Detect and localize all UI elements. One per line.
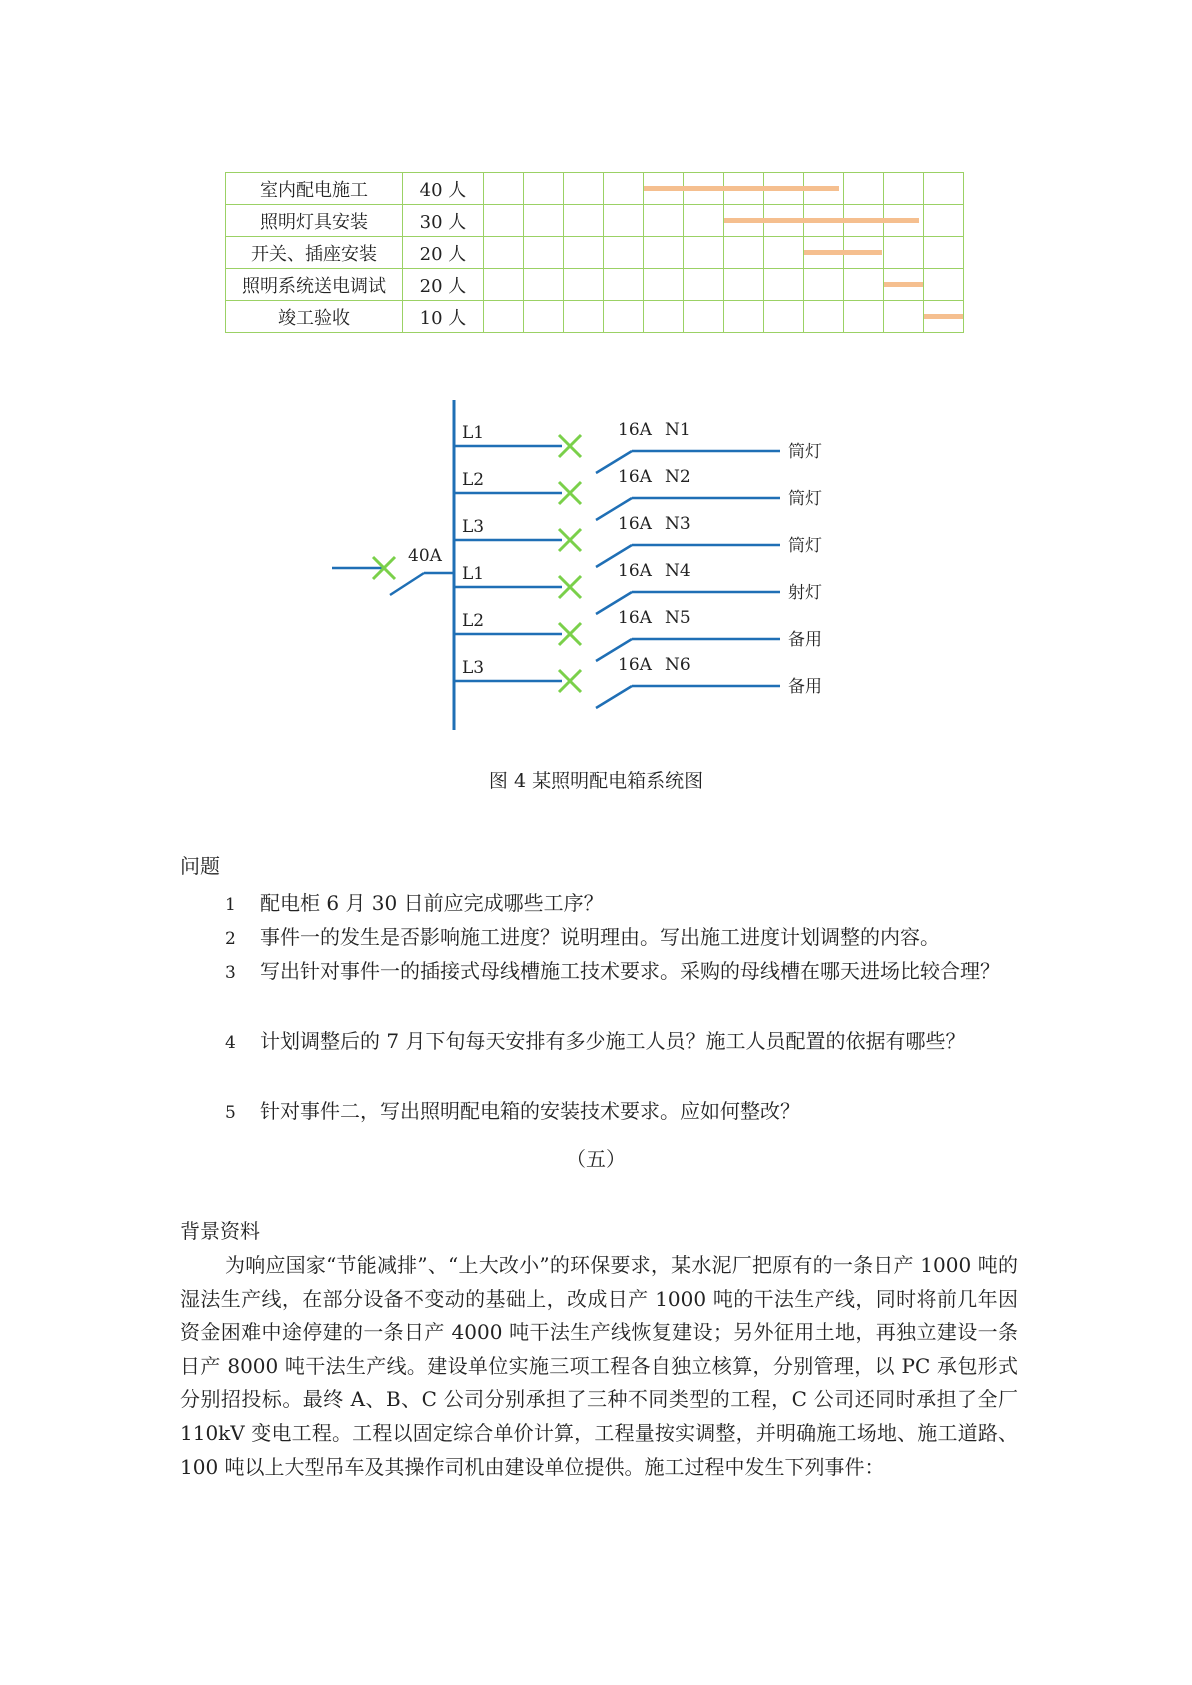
question-number: 3 [225,963,236,983]
day-cell [924,205,964,237]
phase-label: L1 [462,564,485,584]
day-cell [804,237,844,269]
load-label: 筒灯 [788,489,822,509]
circuit-label: N3 [665,514,691,534]
question-text: 写出针对事件一的插接式母线槽施工技术要求。采购的母线槽在哪天进场比较合理？ [260,959,1000,983]
day-cell [524,237,564,269]
day-cell [484,237,524,269]
people-count-cell: 10 人 [403,301,484,333]
load-label: 备用 [788,630,822,650]
people-count-cell: 30 人 [403,205,484,237]
day-cell [524,301,564,333]
branch-breaker-label: 16A [618,420,652,440]
day-cell [724,269,764,301]
branch-breaker-icon [559,576,581,598]
day-cell [764,173,804,205]
branch-breaker-label: 16A [618,655,652,675]
task-name-cell: 室内配电施工 [226,173,403,205]
day-cell [564,237,604,269]
day-cell [724,237,764,269]
day-cell [804,205,844,237]
load-label: 筒灯 [788,442,822,462]
day-cell [564,205,604,237]
question-number: 2 [225,929,236,949]
day-cell [644,269,684,301]
day-cell [684,269,724,301]
day-cell [844,237,884,269]
day-cell [604,173,644,205]
day-cell [844,301,884,333]
schedule-row [226,237,964,269]
task-name-cell: 照明系统送电调试 [226,269,403,301]
schedule-row [226,205,964,237]
day-cell [604,269,644,301]
day-cell [804,301,844,333]
task-name-cell: 开关、插座安装 [226,237,403,269]
day-cell [604,301,644,333]
branch-breaker-label: 16A [618,608,652,628]
section-title: （五） [566,1147,626,1171]
day-cell [924,173,964,205]
gantt-bar [884,282,923,287]
question-number: 5 [225,1103,236,1123]
main-switch-blade [390,573,424,595]
branch-breaker-label: 16A [618,467,652,487]
phase-label: L3 [462,658,485,678]
task-name-cell: 照明灯具安装 [226,205,403,237]
question-text: 事件一的发生是否影响施工进度？说明理由。写出施工进度计划调整的内容。 [260,925,940,949]
day-cell [844,205,884,237]
day-cell [804,269,844,301]
circuit-label: N5 [665,608,691,628]
task-name-cell: 竣工验收 [226,301,403,333]
day-cell [524,173,564,205]
branch-breaker-label: 16A [618,514,652,534]
day-cell [644,205,684,237]
day-cell [484,269,524,301]
day-cell [844,269,884,301]
day-cell [764,301,804,333]
phase-label: L1 [462,423,485,443]
circuit-label: N1 [665,420,691,440]
day-cell [564,269,604,301]
gantt-bar [924,314,963,319]
schedule-row [226,301,964,333]
load-label: 筒灯 [788,536,822,556]
day-cell [524,269,564,301]
day-cell [644,173,684,205]
branch-switch-blade [596,686,632,708]
people-count-cell: 20 人 [403,269,484,301]
load-label: 备用 [788,677,822,697]
day-cell [804,173,844,205]
day-cell [644,237,684,269]
questions-heading: 问题 [180,854,220,878]
circuit-label: N2 [665,467,691,487]
load-label: 射灯 [788,583,822,603]
branch-breaker-icon [559,670,581,692]
day-cell [884,301,924,333]
day-cell [924,237,964,269]
day-cell [684,205,724,237]
day-cell [924,301,964,333]
schedule-row [226,269,964,301]
day-cell [684,173,724,205]
day-cell [564,173,604,205]
schedule-gantt-table [225,172,964,333]
day-cell [764,269,804,301]
question-text: 配电柜 6 月 30 日前应完成哪些工序？ [260,891,604,915]
day-cell [484,301,524,333]
day-cell [924,269,964,301]
day-cell [684,237,724,269]
people-count-cell: 40 人 [403,173,484,205]
phase-label: L3 [462,517,485,537]
day-cell [724,205,764,237]
day-cell [604,205,644,237]
question-text: 计划调整后的 7 月下旬每天安排有多少施工人员？施工人员配置的依据有哪些？ [260,1029,966,1053]
circuit-label: N6 [665,655,691,675]
day-cell [884,269,924,301]
day-cell [724,301,764,333]
question-text: 针对事件二，写出照明配电箱的安装技术要求。应如何整改？ [260,1099,800,1123]
phase-label: L2 [462,470,485,490]
day-cell [764,205,804,237]
background-paragraph: 为响应国家“节能减排”、“上大改小”的环保要求，某水泥厂把原有的一条日产 1000 吨的湿法生产线，在部分设备不变动的基础上，改成日产 1000 吨的干法生产线，同时将前几年因资金困难中途停建的一条日产 4000 吨干法生产线恢复建设；另外征用土地，再独立建设一条日产 8000 吨干法生产线。建设单位实施三项工程各自独立核算，分别管理，以 PC 承包形式分别招投标。最终 A、B、C 公司分别承担了三种不同类型的工程，C 公司还同时承担了全厂 110kV 变电工程。工程以固定综合单价计算，工程量按实调整，并明确施工场地、施工道路、100 吨以上大型吊车及其操作司机由建设单位提供。施工过程中发生下列事件： [180,1253,1018,1479]
day-cell [764,237,804,269]
day-cell [604,237,644,269]
day-cell [684,301,724,333]
branch-breaker-icon [559,482,581,504]
branch-breaker-label: 16A [618,561,652,581]
day-cell [644,301,684,333]
day-cell [524,205,564,237]
phase-label: L2 [462,611,485,631]
question-number: 4 [225,1033,236,1053]
day-cell [564,301,604,333]
day-cell [884,237,924,269]
schedule-row [226,173,964,205]
day-cell [484,205,524,237]
distribution-box-system-diagram [320,395,840,735]
day-cell [884,205,924,237]
day-cell [844,173,884,205]
question-number: 1 [225,895,236,915]
background-heading: 背景资料 [180,1219,260,1243]
circuit-label: N4 [665,561,691,581]
people-count-cell: 20 人 [403,237,484,269]
branch-breaker-icon [559,623,581,645]
branch-breaker-icon [559,435,581,457]
main-breaker-label: 40A [408,546,442,566]
day-cell [884,173,924,205]
branch-breaker-icon [559,529,581,551]
figure-caption: 图 4 某照明配电箱系统图 [488,770,704,792]
day-cell [484,173,524,205]
day-cell [724,173,764,205]
